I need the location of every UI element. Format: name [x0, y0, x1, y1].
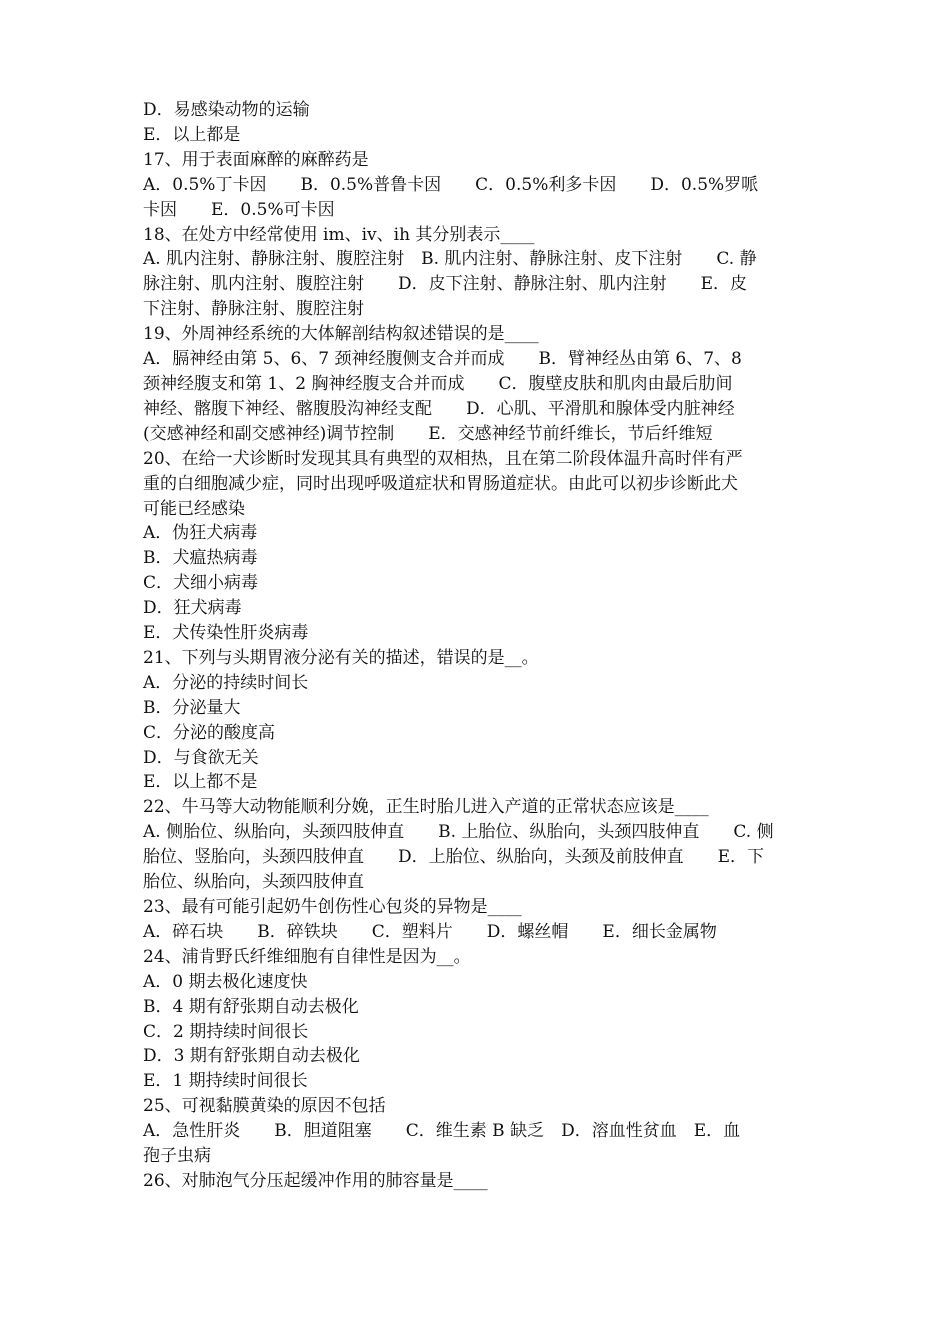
- text-line: (交感神经和副交感神经)调节控制 E．交感神经节前纤维长，节后纤维短: [143, 423, 713, 444]
- text-line: 孢子虫病: [143, 1146, 211, 1167]
- text-line: 卡因 E．0.5%可卡因: [143, 199, 335, 220]
- option-line: E．犬传染性肝炎病毒: [143, 623, 309, 644]
- text-line: E．以上都是: [143, 124, 241, 145]
- option-line: D．狂犬病毒: [143, 598, 242, 619]
- option-line: A．0 期去极化速度快: [143, 971, 308, 992]
- option-line: C．犬细小病毒: [143, 573, 259, 594]
- text-line: 重的白细胞减少症，同时出现呼吸道症状和胃肠道症状。由此可以初步诊断此犬: [143, 473, 738, 494]
- option-line: A．分泌的持续时间长: [143, 672, 309, 693]
- question-20: 20、在给一犬诊断时发现其具有典型的双相热，且在第二阶段体温升高时伴有严: [143, 448, 743, 469]
- text-line: 颈神经腹支和第 1、2 胸神经腹支合并而成 C．腹壁皮肤和肌肉由最后肋间: [143, 373, 733, 394]
- option-line: B．犬瘟热病毒: [143, 548, 258, 569]
- text-line: 下注射、静脉注射、腹腔注射: [143, 299, 364, 320]
- option-line: B．4 期有舒张期自动去极化: [143, 996, 359, 1017]
- question-18: 18、在处方中经常使用 im、iv、ih 其分别表示____: [143, 224, 535, 245]
- question-24: 24、浦肯野氏纤维细胞有自律性是因为__。: [143, 946, 471, 967]
- option-line: B．分泌量大: [143, 697, 241, 718]
- option-line: D．3 期有舒张期自动去极化: [143, 1046, 360, 1067]
- text-line: D．易感染动物的运输: [143, 100, 310, 120]
- text-line: 神经、髂腹下神经、髂腹股沟神经支配 D．心肌、平滑肌和腺体受内脏神经: [143, 398, 735, 419]
- option-line: A．伪狂犬病毒: [143, 523, 258, 544]
- text-line: 脉注射、肌内注射、腹腔注射 D．皮下注射、静脉注射、肌内注射 E．皮: [143, 274, 748, 295]
- option-line: E．1 期持续时间很长: [143, 1071, 308, 1092]
- document-body: [143, 98, 811, 1194]
- question-26: 26、对肺泡气分压起缓冲作用的肺容量是____: [143, 1170, 488, 1191]
- question-22: 22、牛马等大动物能顺利分娩，正生时胎儿进入产道的正常状态应该是____: [143, 797, 709, 818]
- question-21: 21、下列与头期胃液分泌有关的描述，错误的是__。: [143, 647, 539, 668]
- question-25: 25、可视黏膜黄染的原因不包括: [143, 1096, 386, 1117]
- text-line: A. 肌内注射、静脉注射、腹腔注射 B. 肌内注射、静脉注射、皮下注射 C. 静: [143, 249, 757, 270]
- option-line: C．2 期持续时间很长: [143, 1021, 309, 1042]
- text-line: A. 侧胎位、纵胎向，头颈四肢伸直 B. 上胎位、纵胎向，头颈四肢伸直 C. 侧: [143, 822, 774, 843]
- option-line: D．与食欲无关: [143, 747, 259, 768]
- question-19: 19、外周神经系统的大体解剖结构叙述错误的是____: [143, 324, 539, 345]
- text-line: 胎位、纵胎向，头颈四肢伸直: [143, 872, 364, 893]
- text-line: A．急性肝炎 B．胆道阻塞 C．维生素 B 缺乏 D．溶血性贫血 E．血: [143, 1121, 741, 1142]
- text-line: A．碎石块 B．碎铁块 C．塑料片 D．螺丝帽 E．细长金属物: [143, 921, 717, 942]
- text-line: A．膈神经由第 5、6、7 颈神经腹侧支合并而成 B．臂神经丛由第 6、7、8: [143, 349, 742, 370]
- option-line: C．分泌的酸度高: [143, 722, 276, 743]
- text-line: A．0.5%丁卡因 B．0.5%普鲁卡因 C．0.5%利多卡因 D．0.5%罗哌: [143, 174, 759, 195]
- text-line: 可能已经感染: [143, 498, 245, 519]
- text-line: 胎位、竖胎向，头颈四肢伸直 D．上胎位、纵胎向，头颈及前肢伸直 E．下: [143, 847, 765, 868]
- question-17: 17、用于表面麻醉的麻醉药是: [143, 149, 369, 170]
- question-23: 23、最有可能引起奶牛创伤性心包炎的异物是____: [143, 897, 522, 917]
- option-line: E．以上都不是: [143, 772, 258, 793]
